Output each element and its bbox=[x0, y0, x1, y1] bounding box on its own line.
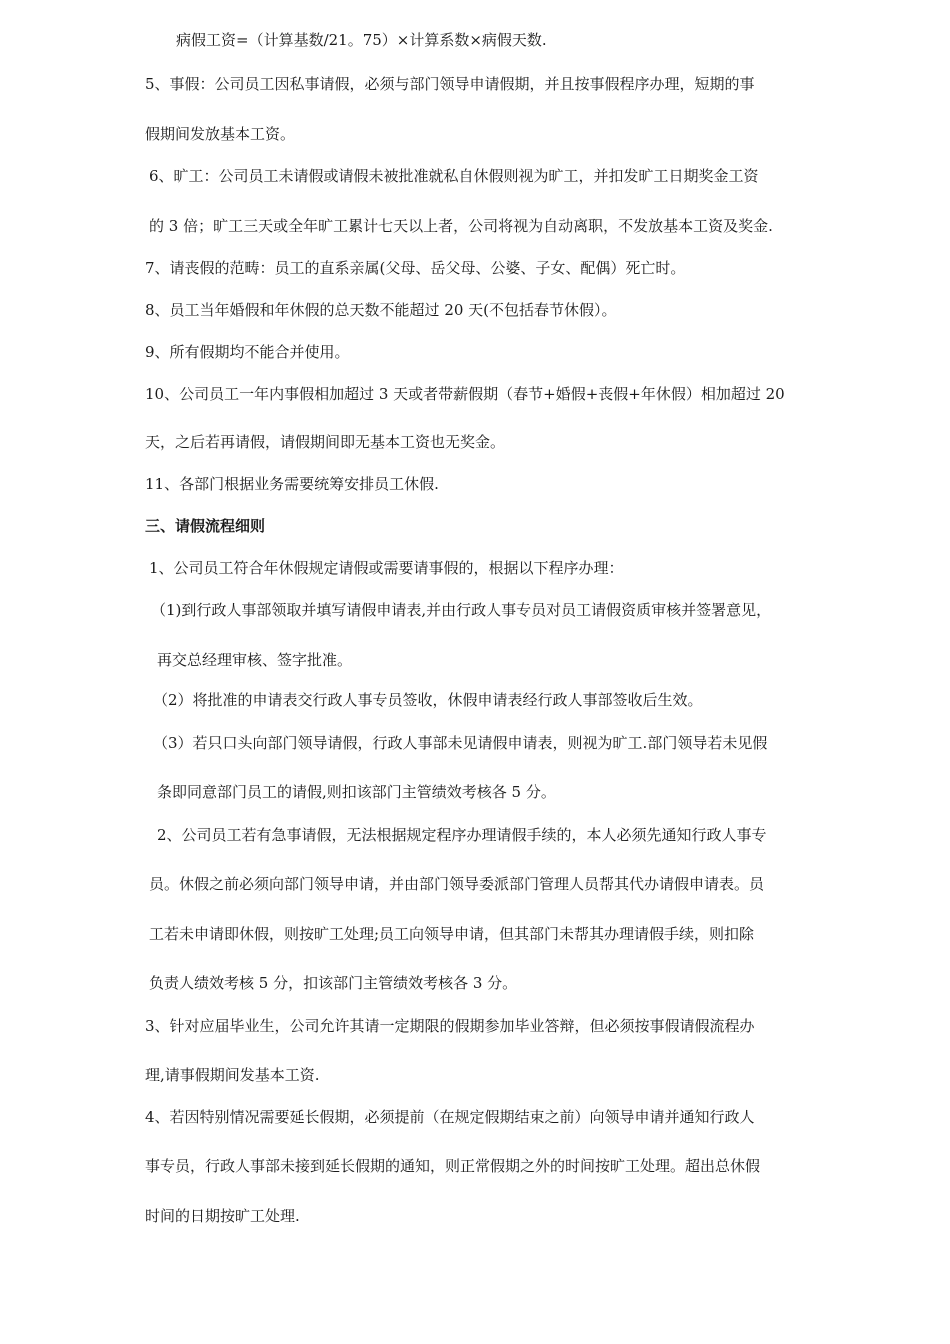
paragraph-line: 病假工资=（计算基数/21。75）×计算系数×病假天数. bbox=[176, 31, 547, 49]
paragraph-line: 条即同意部门员工的请假,则扣该部门主管绩效考核各 5 分。 bbox=[157, 783, 556, 801]
paragraph-line: 4、若因特别情况需要延长假期，必须提前（在规定假期结束之前）向领导申请并通知行政人 bbox=[145, 1108, 755, 1126]
paragraph-line: （3）若只口头向部门领导请假，行政人事部未见请假申请表，则视为旷工.部门领导若未见假 bbox=[153, 734, 768, 752]
paragraph-line: 9、所有假期均不能合并使用。 bbox=[145, 343, 350, 361]
paragraph-line: 负责人绩效考核 5 分，扣该部门主管绩效考核各 3 分。 bbox=[149, 974, 518, 992]
paragraph-line: 事专员，行政人事部未接到延长假期的通知，则正常假期之外的时间按旷工处理。超出总休假 bbox=[145, 1157, 761, 1175]
paragraph-line: 10、公司员工一年内事假相加超过 3 天或者带薪假期（春节+婚假+丧假+年休假）相加超过 20 bbox=[145, 385, 785, 403]
paragraph-line: 5、事假：公司员工因私事请假，必须与部门领导申请假期，并且按事假程序办理，短期的事 bbox=[145, 75, 755, 93]
paragraph-line: 时间的日期按旷工处理. bbox=[145, 1207, 300, 1225]
paragraph-line: 6、旷工：公司员工未请假或请假未被批准就私自休假则视为旷工，并扣发旷工日期奖金工资 bbox=[149, 167, 759, 185]
paragraph-line: （1)到行政人事部领取并填写请假申请表,并由行政人事专员对员工请假资质审核并签署意见， bbox=[151, 601, 772, 619]
paragraph-line: （2）将批准的申请表交行政人事专员签收，休假申请表经行政人事部签收后生效。 bbox=[153, 691, 703, 709]
paragraph-line: 员。休假之前必须向部门领导申请，并由部门领导委派部门管理人员帮其代办请假申请表。员 bbox=[149, 875, 765, 893]
paragraph-line: 7、请丧假的范畴：员工的直系亲属(父母、岳父母、公婆、子女、配偶）死亡时。 bbox=[145, 259, 686, 277]
paragraph-line: 8、员工当年婚假和年休假的总天数不能超过 20 天(不包括春节休假）。 bbox=[145, 301, 617, 319]
paragraph-line: 2、公司员工若有急事请假，无法根据规定程序办理请假手续的，本人必须先通知行政人事专 bbox=[157, 826, 767, 844]
paragraph-line: 1、公司员工符合年休假规定请假或需要请事假的，根据以下程序办理： bbox=[149, 559, 624, 577]
paragraph-line: 天，之后若再请假，请假期间即无基本工资也无奖金。 bbox=[145, 433, 506, 451]
paragraph-line: 理,请事假期间发基本工资. bbox=[145, 1066, 320, 1084]
paragraph-line: 再交总经理审核、签字批准。 bbox=[157, 651, 353, 669]
paragraph-line: 工若未申请即休假，则按旷工处理;员工向领导申请，但其部门未帮其办理请假手续，则扣除 bbox=[149, 925, 755, 943]
paragraph-line: 的 3 倍；旷工三天或全年旷工累计七天以上者，公司将视为自动离职，不发放基本工资及奖金. bbox=[149, 217, 773, 235]
paragraph-line: 3、针对应届毕业生，公司允许其请一定期限的假期参加毕业答辩，但必须按事假请假流程办 bbox=[145, 1017, 755, 1035]
paragraph-line: 11、各部门根据业务需要统筹安排员工休假. bbox=[145, 475, 439, 493]
paragraph-line: 假期间发放基本工资。 bbox=[145, 125, 296, 143]
section-heading: 三、请假流程细则 bbox=[145, 517, 266, 535]
